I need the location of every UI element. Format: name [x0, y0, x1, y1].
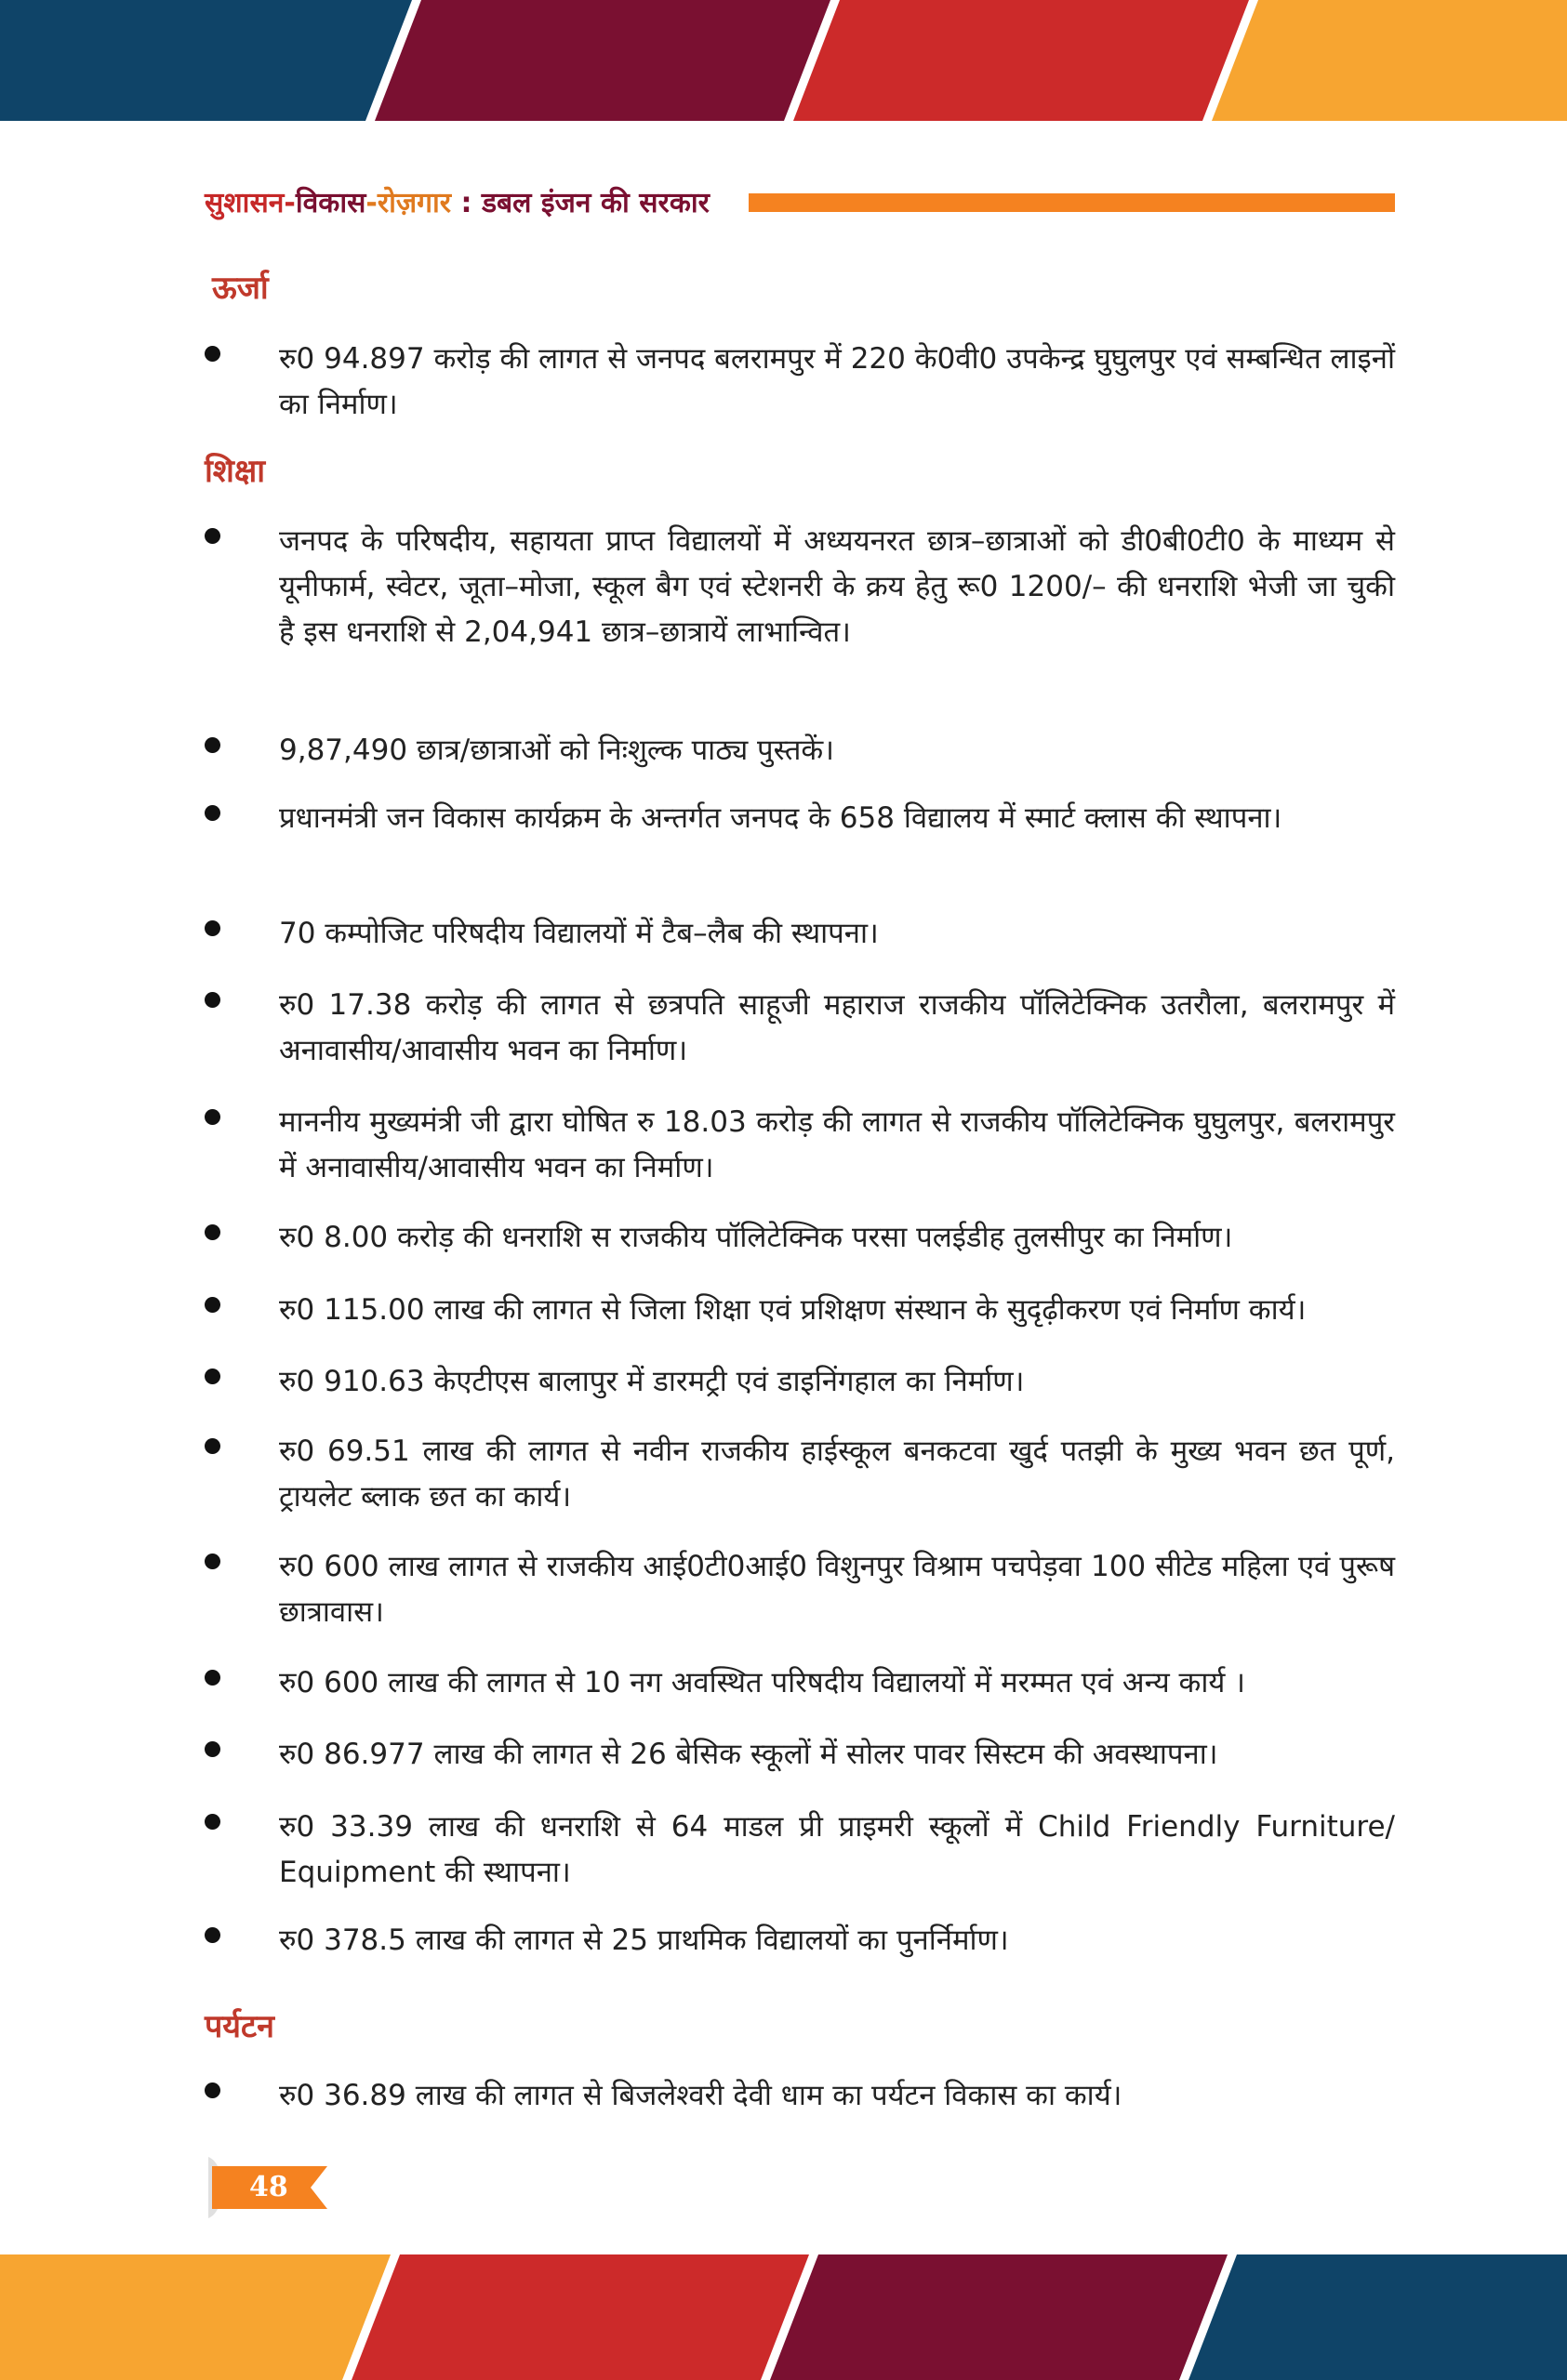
list-item — [205, 983, 1395, 1074]
list-item-text: रु0 600 लाख लागत से राजकीय आई0टी0आई0 विशुनपुर विश्राम पचपेड़वा 100 सीटेड महिला एवं पुरूष छात्रावास। — [279, 1550, 1395, 1629]
list-item-text: रु0 378.5 लाख की लागत से 25 प्राथमिक विद्यालयों का पुनर्निर्माण। — [279, 1924, 1009, 1957]
bullet-icon — [205, 992, 220, 1008]
page-header-title — [205, 182, 710, 220]
section-title-energy: ऊर्जा — [212, 270, 269, 307]
bullet-icon — [205, 1670, 220, 1686]
page-number-badge — [206, 2157, 327, 2218]
section-title-tourism: पर्यटन — [205, 2008, 275, 2045]
list-item — [205, 796, 1395, 841]
bullet-icon — [205, 2082, 220, 2098]
list-item — [205, 2073, 1395, 2119]
bullet-icon — [205, 1927, 220, 1943]
list-item-text: प्रधानमंत्री जन विकास कार्यक्रम के अन्तर्गत जनपद के 658 विद्यालय में स्मार्ट क्लास की स्थापना। — [279, 801, 1282, 835]
bullet-icon — [205, 920, 220, 936]
page-number: 48 — [249, 2171, 288, 2203]
bullet-icon — [205, 1297, 220, 1313]
list-item — [205, 1918, 1395, 1964]
list-item — [205, 1732, 1395, 1778]
list-item — [205, 1100, 1395, 1191]
bullet-icon — [205, 346, 220, 362]
list-item-text: 9,87,490 छात्र/छात्राओं को निःशुल्क पाठ्य पुस्तकें। — [279, 734, 834, 767]
list-item-text: रु0 115.00 लाख की लागत से जिला शिक्षा एवं प्रशिक्षण संस्थान के सुदृढ़ीकरण एवं निर्माण कार्य। — [279, 1293, 1307, 1327]
list-item-text: रु0 69.51 लाख की लागत से नवीन राजकीय हाईस्कूल बनकटवा खुर्द पतझी के मुख्य भवन छत पूर्ण, ट्रायलेट ब्लाक छत का कार्य। — [279, 1435, 1395, 1514]
header-accent-bar — [749, 193, 1395, 212]
list-item-text: रु0 17.38 करोड़ की लागत से छत्रपति साहूजी महाराज राजकीय पॉलिटेक्निक उतरौला, बलरामपुर में अनावासीय/आवासीय भवन का निर्माण। — [279, 988, 1395, 1067]
bullet-icon — [205, 1438, 220, 1454]
list-item — [205, 1215, 1395, 1261]
list-item-text: रु0 8.00 करोड़ की धनराशि स राजकीय पॉलिटेक्निक परसा पलईडीह तुलसीपुर का निर्माण। — [279, 1221, 1233, 1254]
list-item-text: रु0 86.977 लाख की लागत से 26 बेसिक स्कूलों में सोलर पावर सिस्टम की अवस्थापना। — [279, 1738, 1218, 1771]
list-item-text: रु0 600 लाख की लागत से 10 नग अवस्थित परिषदीय विद्यालयों में मरम्मत एवं अन्य कार्य । — [279, 1666, 1245, 1699]
list-item — [205, 1288, 1395, 1333]
list-item — [205, 911, 1395, 957]
bullet-icon — [205, 528, 220, 544]
list-item — [205, 1805, 1395, 1896]
list-item — [205, 1359, 1395, 1405]
list-item — [205, 1429, 1395, 1520]
bottom-color-band — [0, 2254, 1567, 2380]
list-item — [205, 1544, 1395, 1635]
list-item-text: रु0 94.897 करोड़ की लागत से जनपद बलरामपुर में 220 के0वी0 उपकेन्द्र घुघुलपुर एवं सम्बन्धित लाइनों का निर्माण। — [279, 342, 1395, 421]
bullet-icon — [205, 805, 220, 821]
list-item-text: जनपद के परिषदीय, सहायता प्राप्त विद्यालयों में अध्ययनरत छात्र–छात्राओं को डी0बी0टी0 के माध्यम से यूनीफार्म, स्वेटर, जूता–मोजा, स्कूल बैग एवं स्टेशनरी के क्रय हेतु रू0 1200/– की धनराशि भेजी जा चुकी है इस धनराशि से 2,04,941 छात्र–छात्रायें लाभान्वित। — [279, 524, 1395, 649]
bullet-icon — [205, 1814, 220, 1830]
list-item — [205, 519, 1395, 655]
top-color-band — [0, 0, 1567, 121]
bullet-icon — [205, 1554, 220, 1569]
bullet-icon — [205, 737, 220, 753]
bullet-icon — [205, 1224, 220, 1240]
bullet-icon — [205, 1109, 220, 1125]
section-title-education: शिक्षा — [205, 453, 266, 490]
header-title-part: : डबल इंजन की सरकार — [451, 187, 710, 219]
bullet-icon — [205, 1368, 220, 1384]
list-item-text: रु0 910.63 केएटीएस बालापुर में डारमट्री एवं डाइनिंगहाल का निर्माण। — [279, 1365, 1025, 1398]
bullet-icon — [205, 1741, 220, 1757]
list-item — [205, 1660, 1395, 1706]
list-item — [205, 337, 1395, 428]
header-title-part: विकास — [295, 187, 366, 219]
header-title-part: -रोज़गार — [365, 187, 452, 219]
list-item-text: रु0 36.89 लाख की लागत से बिजलेश्वरी देवी धाम का पर्यटन विकास का कार्य। — [279, 2079, 1122, 2112]
header-title-part: सुशासन- — [205, 187, 296, 219]
list-item-text: रु0 33.39 लाख की धनराशि से 64 माडल प्री प्राइमरी स्कूलों में Child Friendly Furniture/ Equipment की स्थापना। — [279, 1810, 1395, 1889]
list-item-text: माननीय मुख्यमंत्री जी द्वारा घोषित रु 18.03 करोड़ की लागत से राजकीय पॉलिटेक्निक घुघुलपुर, बलरामपुर में अनावासीय/आवासीय भवन का निर्माण। — [279, 1105, 1395, 1184]
list-item-text: 70 कम्पोजिट परिषदीय विद्यालयों में टैब–लैब की स्थापना। — [279, 917, 879, 950]
list-item — [205, 728, 1395, 774]
